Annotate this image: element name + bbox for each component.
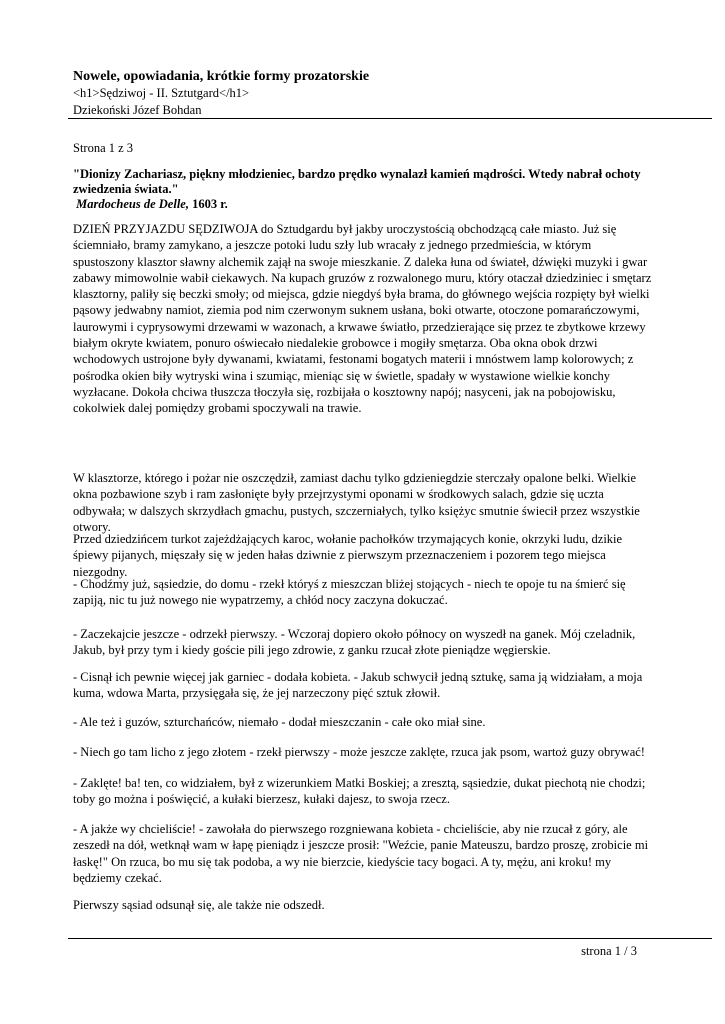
body-text-block-1	[73, 221, 653, 417]
epigraph-year: 1603 r.	[192, 197, 228, 211]
paragraph: - Zaczekajcie jeszcze - odrzekł pierwszy. - Wczoraj dopiero około północy on wyszedł na ganek. Mój czeladnik, Jakub, był przy tym i kiedy goście pili jego zdrowie, z ganku rzucał złote pieniądze węgierskie.	[73, 627, 636, 658]
paragraph: W klasztorze, którego i pożar nie oszczędził, zamiast dachu tylko gdzieniegdzie sterczały opalone belki. Wielkie okna pozbawione szyb i ram zasłonięte były przejrzystymi oponami w środkowych salach, gdzie się uczta odbywała; w dalszych skrzydłach gmachu, pustych, szczerniałych, tylko księżyc smutnie świecił przez wszystkie otwory.	[73, 471, 640, 534]
paragraph: - Chodźmy już, sąsiedzie, do domu - rzekł któryś z mieszczan bliżej stojących - niech te opoje tu na śmierć się zapiją, nic tu już nowego nie wypatrzemy, a chłód nocy zaczyna dokuczać.	[73, 577, 626, 608]
body-text-block-3	[73, 531, 653, 580]
body-text-block-5	[73, 626, 653, 659]
body-text-block-4	[73, 576, 653, 609]
paragraph: - Ale też i guzów, szturchańców, niemało - dodał mieszczanin - całe oko miał sine.	[73, 715, 486, 729]
epigraph-text: "Dionizy Zachariasz, piękny młodzieniec, bardzo prędko wynalazł kamień mądrości. Wtedy nabrał ochoty zwiedzenia świata."	[73, 167, 641, 196]
body-text-block-6	[73, 669, 653, 702]
paragraph: - Niech go tam licho z jego złotem - rzekł pierwszy - może jeszcze zaklęte, rzuca jak psom, wartoż guzy obrywać!	[73, 745, 645, 759]
chapter-title: <h1>Sędziwoj - II. Sztutgard</h1>	[73, 86, 250, 100]
document-header	[73, 68, 673, 119]
page-indicator: Strona 1 z 3	[73, 141, 134, 155]
epigraph-author: Mardocheus de Delle,	[76, 197, 189, 211]
footer-divider	[68, 938, 712, 939]
page-footer: strona 1 / 3	[581, 944, 637, 958]
body-text-block-10	[73, 821, 653, 886]
epigraph-attribution	[73, 197, 673, 212]
paragraph: - A jakże wy chcieliście! - zawołała do pierwszego rozgniewana kobieta - chcieliście, aby nie rzucał z góry, ale zeszedł na dół, wetknął wam w łapę pieniądz i jeszcze prosił: "Weźcie, panie Mateuszu, bardzo proszę, zrobicie mi łaskę!" On rzuca, bo mu się tak podoba, a wy nie bierzcie, kiedyście tacy bogaci. A ty, mężu, ani kroku! my będziemy czekać.	[73, 822, 649, 885]
header-divider	[68, 118, 712, 119]
epigraph	[73, 167, 673, 212]
body-text-block-2	[73, 470, 653, 535]
paragraph: Pierwszy sąsiad odsunął się, ale także nie odszedł.	[73, 898, 325, 912]
body-text-block-8	[73, 744, 653, 760]
collection-title: Nowele, opowiadania, krótkie formy prozatorskie	[73, 69, 370, 84]
body-text-block-7	[73, 714, 653, 730]
paragraph: Przed dziedzińcem turkot zajeżdżających karoc, wołanie pachołków trzymających konie, okrzyki ludu, dzikie śpiewy pijanych, mięszały się w jeden hałas dziwnie z pierwszym przeznaczeniem i pozorem tego miejsca niezgodny.	[73, 532, 623, 579]
author-name: Dziekoński Józef Bohdan	[73, 103, 202, 117]
body-text-block-9	[73, 775, 653, 808]
paragraph: - Zaklęte! ba! ten, co widziałem, był z wizerunkiem Matki Boskiej; a zresztą, sąsiedzie, dukat piechotą nie chodzi; toby go można i poświęcić, a kułaki bierzesz, kułaki dajesz, to swoja rzecz.	[73, 776, 646, 807]
paragraph: - Cisnął ich pewnie więcej jak garniec - dodała kobieta. - Jakub schwycił jedną sztukę, sama ją widziałam, a moja kuma, wdowa Marta, przysięgała się, że jej narzeczony pięć sztuk złowił.	[73, 670, 643, 701]
body-text-block-11	[73, 897, 653, 913]
paragraph: DZIEŃ PRZYJAZDU SĘDZIWOJA do Sztudgardu był jakby uroczystością obchodzącą całe miasto. Już się ściemniało, bramy zamykano, a jeszcze potoki ludu szły lub wracały z jednego przedmieścia, w którym spustoszony klasztor sławny alchemik zajął na swoje mieszkanie. Z daleka łuna od świateł, dźwięki muzyki i gwar zabawy mimowolnie wabił ciekawych. Na kupach gruzów z rozwalonego muru, który otaczał dziedziniec i smętarz klasztorny, paliły się beczki smoły; od miejsca, gdzie niegdyś była brama, do głównego wejścia rozpięty był wielki pąsowy jedwabny namiot, ziemia pod nim czerwonym suknem usłana, boki otwarte, otoczone pomarańczowymi, laurowymi i cyprysowymi drzewami w wazonach, a krwawe światło, przedzierające się przez te zbytkowe krzewy białym okryte kwiatem, ponuro oświecało niedalekie grobowce i mogiły smętarza. Oba okna obok drzwi wchodowych ustrojone były dywanami, kwiatami, festonami bogatych materii i mnóstwem lamp kolorowych; z pośrodka okien biły wytryski wina i szumiąc, mieniąc się w świetle, spadały w wystawione wielkie konchy wyzłacane. Dokoła chciwa tłuszcza tłoczyła się, rozbijała o kosztowny napój; nasyceni, jak na pobojowisku, cokolwiek dalej pomiędzy grobami spoczywali na trawie.	[73, 222, 652, 416]
